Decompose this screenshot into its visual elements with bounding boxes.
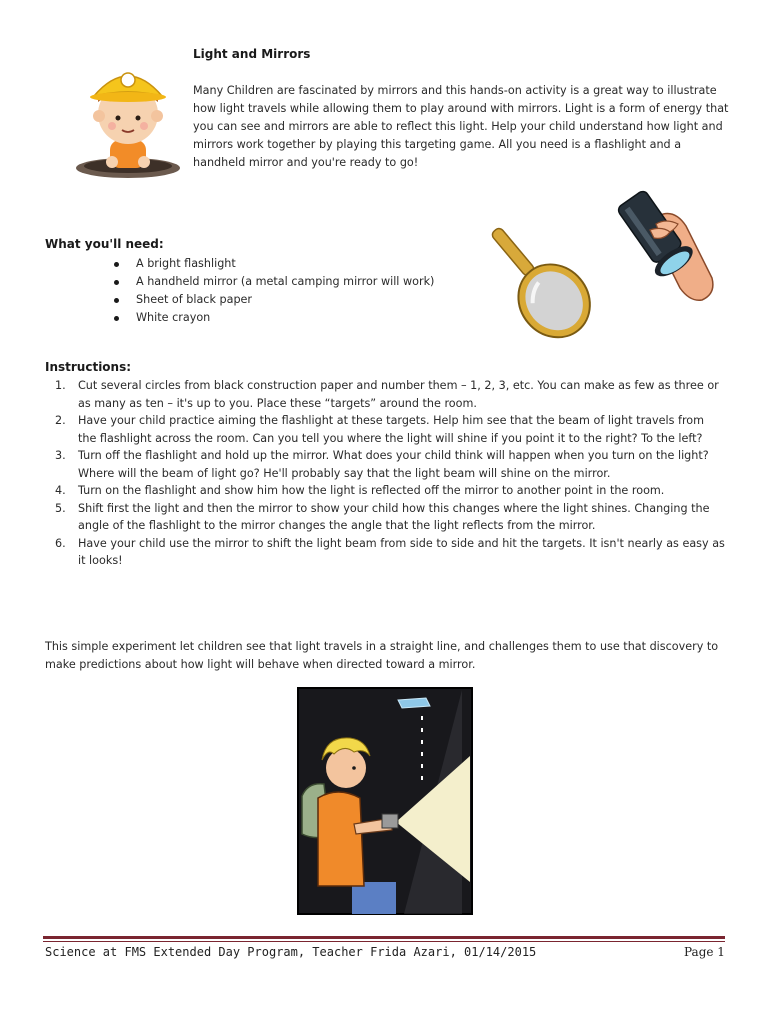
list-item xyxy=(45,535,725,570)
footer-text: Science at FMS Extended Day Program, Teacher Frida Azari, 01/14/2015 xyxy=(45,945,537,959)
step-text: Turn off the flashlight and hold up the mirror. What does your child think will happen when you turn on the light? Where will the beam of light go? He'll probably say that the light beam will shine on the mirror. xyxy=(78,449,709,480)
page-number: Page 1 xyxy=(684,945,725,959)
footer-rule xyxy=(43,941,725,942)
step-text: Shift first the light and then the mirror to show your child how this changes where the light shines. Changing the angle of the flashlight to the mirror changes the angle that the light reflects from the mirror. xyxy=(78,501,710,532)
list-item xyxy=(45,412,725,447)
list-item xyxy=(45,500,725,535)
step-number: 5. xyxy=(55,501,66,515)
step-number: 2. xyxy=(55,414,66,427)
step-text: Cut several circles from black construction paper and number them – 1, 2, 3, etc. You can make as few as three or as many as ten – it's up to you. Place these “targets” around the room. xyxy=(78,379,719,410)
list-item xyxy=(45,447,725,482)
summary-paragraph: This simple experiment let children see that light travels in a straight line, and challenges them to use that discovery to make predictions about how light will behave when directed toward a mirror. xyxy=(45,640,719,671)
list-item: Sheet of black paper xyxy=(110,291,434,309)
step-number: 3. xyxy=(55,449,66,462)
step-number: 4. xyxy=(55,484,66,497)
needs-list xyxy=(110,255,434,327)
list-item: A bright flashlight xyxy=(110,255,434,273)
child-flashlight-illustration xyxy=(294,686,476,918)
flashlight-hand-illustration xyxy=(616,178,726,306)
needs-heading: What you'll need: xyxy=(45,237,164,251)
step-text: Turn on the flashlight and show him how the light is reflected off the mirror to another point in the room. xyxy=(78,484,665,497)
list-item: White crayon xyxy=(110,309,434,327)
page-title: Light and Mirrors xyxy=(193,47,311,61)
hand-mirror-illustration xyxy=(478,220,602,348)
list-item: A handheld mirror (a metal camping mirror will work) xyxy=(110,273,434,291)
footer-rule xyxy=(43,936,725,939)
instructions-list xyxy=(45,377,725,570)
step-number: 6. xyxy=(55,536,66,550)
step-text: Have your child use the mirror to shift the light beam from side to side and hit the targets. It isn't nearly as easy as it looks! xyxy=(78,536,725,567)
list-item xyxy=(45,482,725,500)
list-item xyxy=(45,377,725,412)
intro-paragraph: Many Children are fascinated by mirrors and this hands-on activity is a great way to illustrate how light travels while allowing them to play around with mirrors. Light is a form of energy that you can see and mirrors are able to reflect this light. Help your child understand how light and mirrors work together by playing this targeting game. All you need is a flashlight and a handheld mirror and you're ready to go! xyxy=(193,84,729,169)
instructions-heading: Instructions: xyxy=(45,360,132,374)
step-number: 1. xyxy=(55,379,66,392)
child-helmet-illustration xyxy=(72,62,182,182)
step-text: Have your child practice aiming the flashlight at these targets. Help him see that the beam of light travels from the flashlight across the room. Can you tell you where the light will shine if you point it to the right? To the left? xyxy=(78,414,705,445)
